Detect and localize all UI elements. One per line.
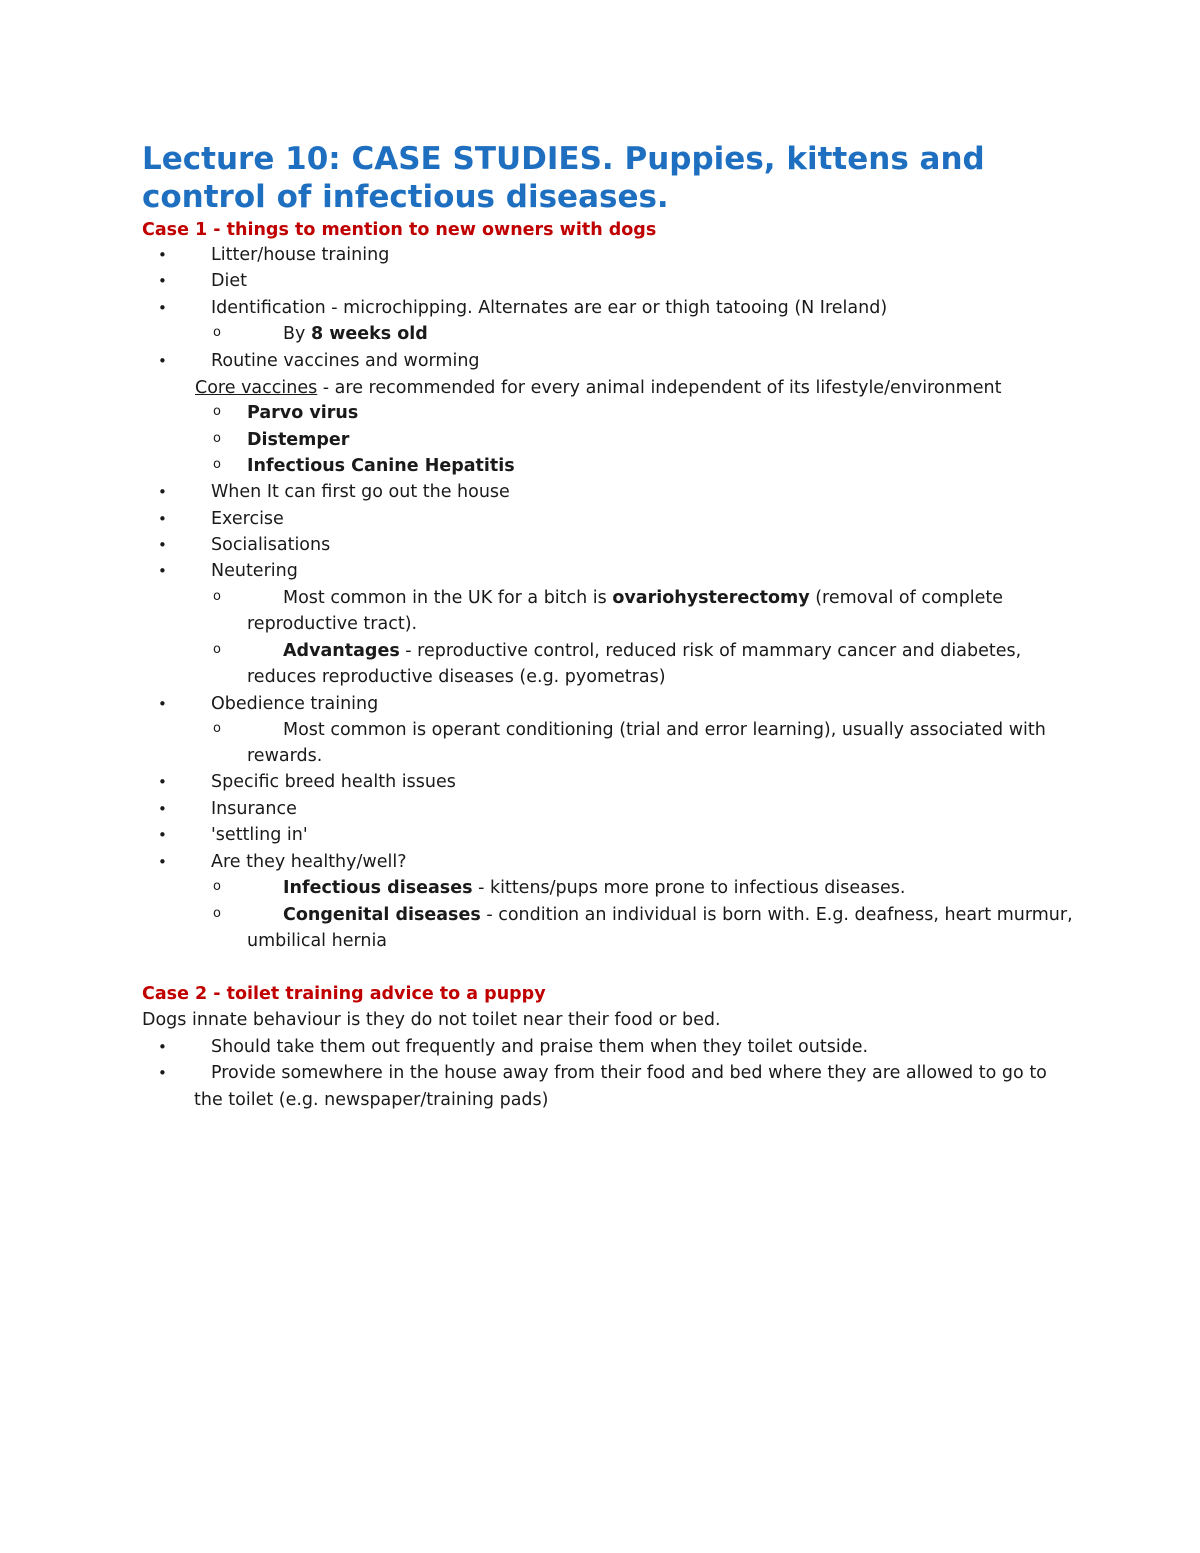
id-age-value: 8 weeks old: [310, 324, 428, 344]
bullet-icon: •: [158, 695, 167, 713]
infectious-term: Infectious diseases: [283, 878, 473, 898]
obedience-detail-line2: rewards.: [247, 746, 323, 766]
circle-bullet-icon: o: [213, 325, 221, 340]
circle-bullet-icon: o: [213, 642, 221, 657]
neuter-common-term: ovariohysterectomy: [612, 588, 810, 608]
circle-bullet-icon: o: [213, 457, 221, 472]
congenital-line2: umbilical hernia: [247, 931, 388, 951]
neuter-common-line1: [283, 585, 1003, 611]
case2-point2-line2: the toilet (e.g. newspaper/training pads): [194, 1090, 549, 1110]
circle-bullet-icon: o: [213, 431, 221, 446]
vaccine-item: Parvo virus: [247, 403, 359, 423]
bullet-icon: •: [158, 800, 167, 818]
circle-bullet-icon: o: [213, 404, 221, 419]
bullet-icon: •: [158, 562, 167, 580]
infectious-post: - kittens/pups more prone to infectious diseases.: [472, 878, 906, 898]
list-item-litter: Litter/house training: [211, 245, 390, 265]
sub-item-id-age: [283, 321, 428, 347]
vaccine-item: Distemper: [247, 430, 350, 450]
infectious-line: [283, 875, 905, 901]
bullet-icon: •: [158, 536, 167, 554]
bullet-icon: •: [158, 853, 167, 871]
neuter-adv-line1: [283, 638, 1021, 664]
bullet-icon: •: [158, 246, 167, 264]
circle-bullet-icon: o: [213, 721, 221, 736]
vaccine-item: Infectious Canine Hepatitis: [247, 456, 515, 476]
circle-bullet-icon: o: [213, 589, 221, 604]
list-item-routine: Routine vaccines and worming: [211, 351, 480, 371]
list-item-obedience: Obedience training: [211, 694, 379, 714]
list-item-exercise: Exercise: [211, 509, 284, 529]
case2-point2-line1: Provide somewhere in the house away from their food and bed where they are allowed to go to: [211, 1063, 1047, 1083]
neuter-adv-line2: reduces reproductive diseases (e.g. pyometras): [247, 667, 666, 687]
list-item-neutering: Neutering: [211, 561, 298, 581]
congenital-term: Congenital diseases: [283, 905, 481, 925]
neuter-adv-term: Advantages: [283, 641, 400, 661]
case2-point1: Should take them out frequently and praise them when they toilet outside.: [211, 1037, 869, 1057]
neuter-common-line2: reproductive tract).: [247, 614, 418, 634]
neuter-adv-post: - reproductive control, reduced risk of mammary cancer and diabetes,: [399, 641, 1022, 661]
congenital-post: - condition an individual is born with. E.g. deafness, heart murmur,: [480, 905, 1073, 925]
list-item-healthy: Are they healthy/well?: [211, 852, 407, 872]
case2-intro: Dogs innate behaviour is they do not toilet near their food or bed.: [142, 1010, 721, 1030]
obedience-detail-line1: Most common is operant conditioning (trial and error learning), usually associated with: [283, 720, 1046, 740]
list-item-settling: 'settling in': [211, 825, 308, 845]
case1-heading: Case 1 - things to mention to new owners with dogs: [142, 220, 657, 240]
list-item-socialisation: Socialisations: [211, 535, 331, 555]
bullet-icon: •: [158, 1038, 167, 1056]
bullet-icon: •: [158, 272, 167, 290]
list-item-identification: Identification - microchipping. Alternates are ear or thigh tatooing (N Ireland): [211, 298, 888, 318]
bullet-icon: •: [158, 483, 167, 501]
circle-bullet-icon: o: [213, 906, 221, 921]
congenital-line1: [283, 902, 1073, 928]
bullet-icon: •: [158, 1064, 167, 1082]
list-item-breed: Specific breed health issues: [211, 772, 456, 792]
bullet-icon: •: [158, 826, 167, 844]
neuter-common-post: (removal of complete: [809, 588, 1004, 608]
bullet-icon: •: [158, 352, 167, 370]
neuter-common-pre: Most common in the UK for a bitch is: [283, 588, 613, 608]
case2-heading: Case 2 - toilet training advice to a puppy: [142, 984, 546, 1004]
list-item-diet: Diet: [211, 271, 247, 291]
core-vaccines-line: [195, 375, 1001, 401]
list-item-insurance: Insurance: [211, 799, 297, 819]
bullet-icon: •: [158, 510, 167, 528]
bullet-icon: •: [158, 299, 167, 317]
bullet-icon: •: [158, 773, 167, 791]
id-age-prefix: By: [283, 324, 311, 344]
core-vaccines-desc: - are recommended for every animal independent of its lifestyle/environment: [317, 378, 1002, 398]
document-title: Lecture 10: CASE STUDIES. Puppies, kittens and control of infectious diseases.: [142, 141, 985, 215]
circle-bullet-icon: o: [213, 879, 221, 894]
list-item-first-out: When It can first go out the house: [211, 482, 510, 502]
core-vaccines-label: Core vaccines: [195, 378, 318, 398]
